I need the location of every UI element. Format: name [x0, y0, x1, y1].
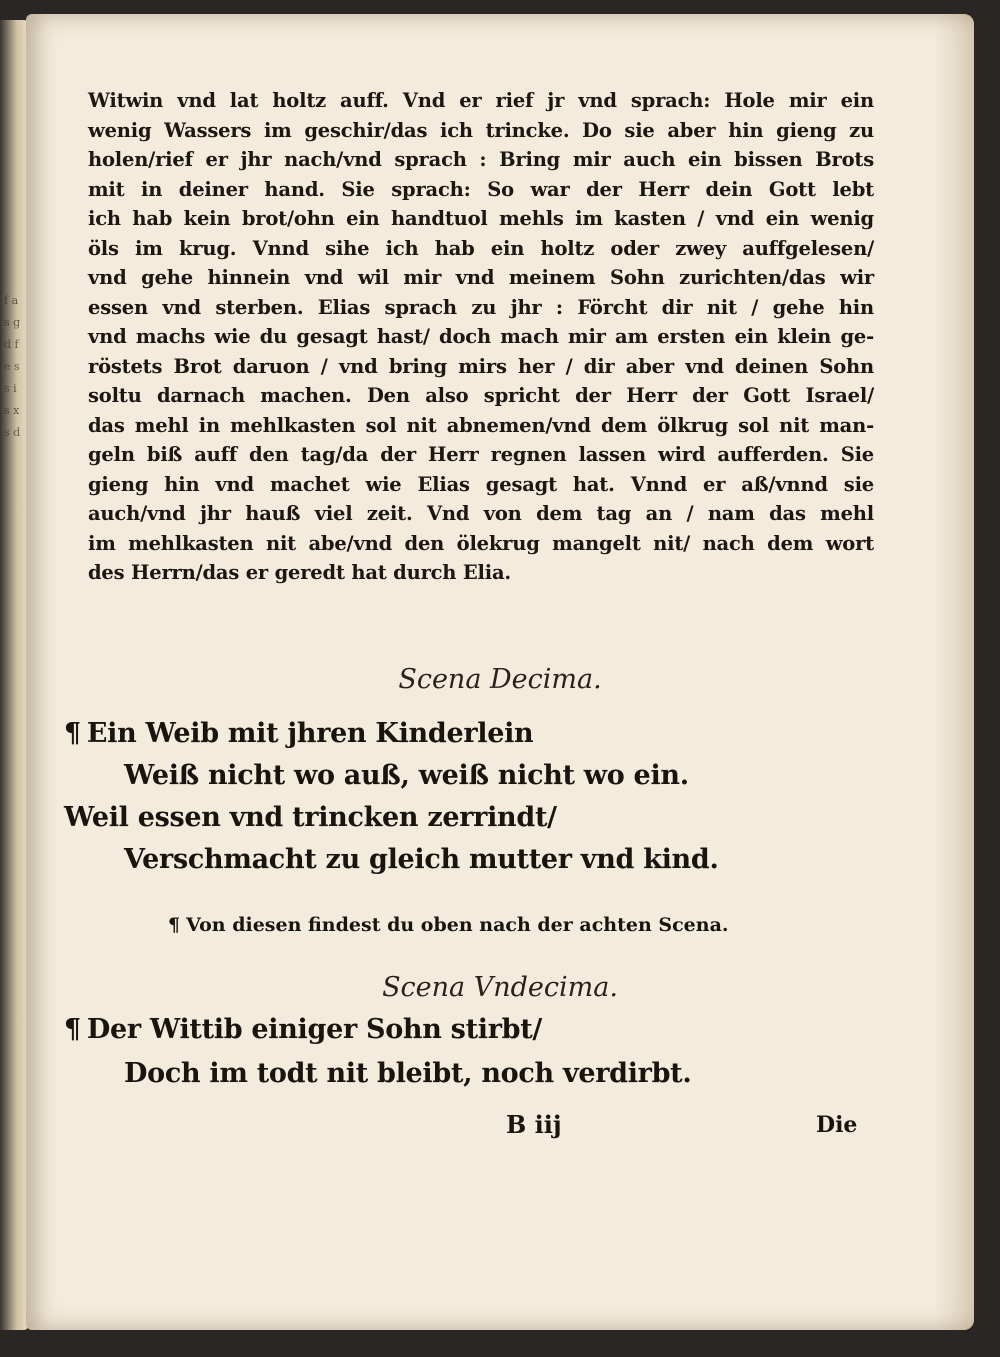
prose-block	[88, 86, 874, 588]
pilcrow-mark: ¶	[64, 718, 81, 749]
prose-line: soltu darnach machen. Den also spricht der Herr der Gott Israel/	[88, 384, 874, 407]
prose-line: geln biß auff den tag/da der Herr regnen lassen wird aufferden. Sie	[88, 443, 874, 466]
cross-reference-note	[168, 914, 729, 936]
prose-line: vnd gehe hinnein vnd wil mir vnd meinem Sohn zurichten/das wir	[88, 266, 874, 289]
scene-title-decima: Scena Decima.	[398, 664, 602, 695]
prose-line: essen vnd sterben. Elias sprach zu jhr : Förcht dir nit / gehe hin	[88, 295, 874, 319]
left-page-edge-text: f a s g d f e s s i s x s d	[4, 294, 21, 439]
verse-line: Doch im todt nit bleibt, noch verdirbt.	[124, 1058, 692, 1089]
book-page	[26, 14, 974, 1330]
verse-text: Ein Weib mit jhren Kinderlein	[86, 718, 534, 749]
prose-line: öls im krug. Vnnd sihe ich hab ein holtz oder zwey auffgelesen/	[88, 236, 874, 260]
prose-line: röstets Brot daruon / vnd bring mirs her / dir aber vnd deinen Sohn	[88, 354, 874, 378]
prose-line: vnd machs wie du gesagt hast/ doch mach mir am ersten ein klein ge-	[88, 325, 874, 348]
signature-mark: B iij	[506, 1110, 562, 1139]
left-page-edge	[0, 20, 28, 1330]
prose-line: des Herrn/das er geredt hat durch Elia.	[88, 561, 511, 584]
prose-line: wenig Wassers im geschir/das ich trincke. Do sie aber hin gieng zu	[88, 118, 874, 142]
verse-text: Der Wittib einiger Sohn stirbt/	[86, 1014, 542, 1045]
prose-line: im mehlkasten nit abe/vnd den ölekrug mangelt nit/ nach dem wort	[88, 531, 874, 555]
pilcrow-mark: ¶	[168, 914, 181, 936]
verse-line	[64, 1014, 542, 1045]
prose-line: auch/vnd jhr hauß viel zeit. Vnd von dem tag an / nam das mehl	[88, 502, 874, 525]
note-text: Von diesen findest du oben nach der achten Scena.	[186, 914, 729, 936]
prose-line: gieng hin vnd machet wie Elias gesagt hat. Vnnd er aß/vnnd sie	[88, 472, 874, 496]
prose-line: ich hab kein brot/ohn ein handtuol mehls im kasten / vnd ein wenig	[88, 207, 874, 230]
verse-line: Verschmacht zu gleich mutter vnd kind.	[124, 844, 719, 875]
prose-line: mit in deiner hand. Sie sprach: So war der Herr dein Gott lebt	[88, 177, 874, 201]
prose-line: holen/rief er jhr nach/vnd sprach : Bring mir auch ein bissen Brots	[88, 148, 874, 171]
verse-line: Weil essen vnd trincken zerrindt/	[64, 802, 557, 833]
verse-line: Weiß nicht wo auß, weiß nicht wo ein.	[124, 760, 689, 791]
catchword: Die	[816, 1112, 858, 1138]
verse-line	[64, 718, 533, 749]
prose-line: Witwin vnd lat holtz auff. Vnd er rief jr vnd sprach: Hole mir ein	[88, 89, 874, 112]
pilcrow-mark: ¶	[64, 1014, 81, 1045]
prose-line: das mehl in mehlkasten sol nit abnemen/vnd dem ölkrug sol nit man-	[88, 413, 874, 437]
scene-title-vndecima: Scena Vndecima.	[382, 972, 618, 1003]
